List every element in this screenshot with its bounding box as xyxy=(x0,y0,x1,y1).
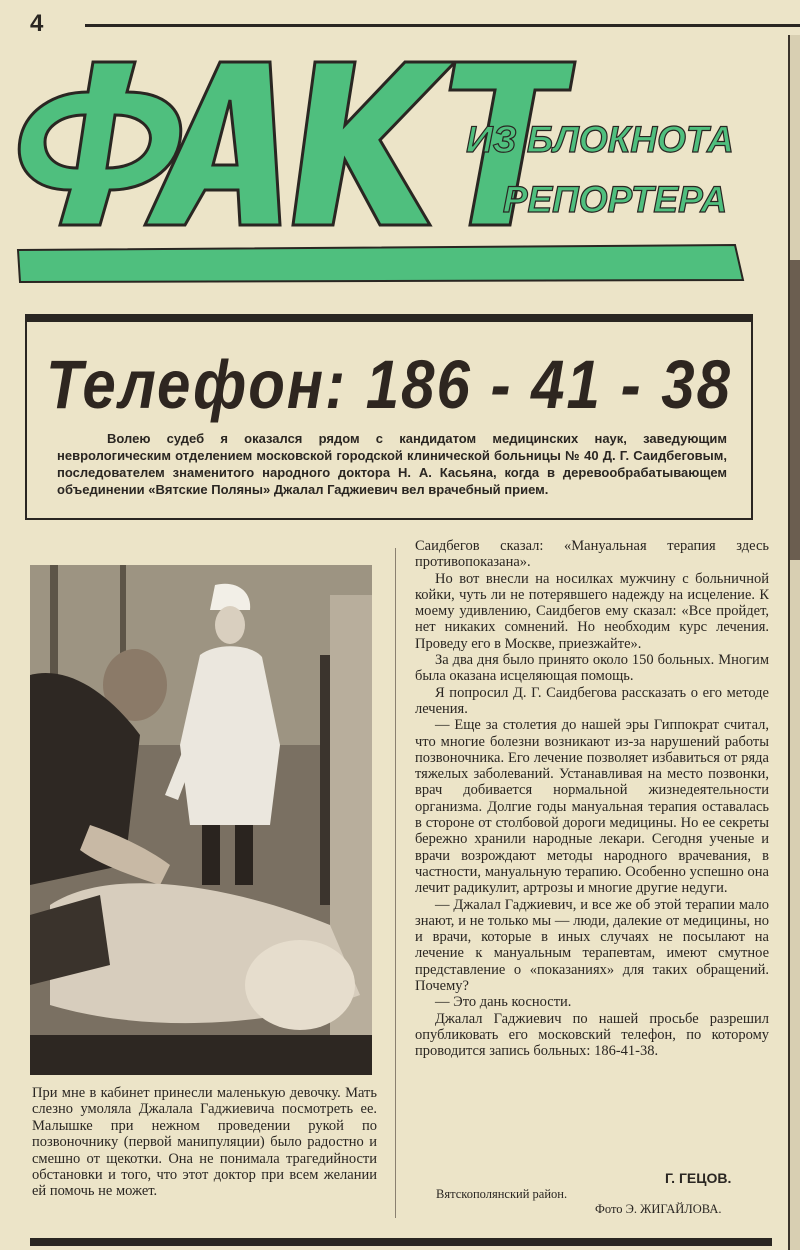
author-signature: Г. ГЕЦОВ. xyxy=(665,1170,732,1186)
top-rule xyxy=(85,24,800,27)
article-left-column: При мне в кабинет принесли маленькую девочку. Мать слезно умоляла Джалала Гаджиевича посмотреть ее. Малышке при нежном проведении рукой по позвоночнику (первой манипуляции) было радостно и смешно от щекотки. Она не понимала трагедийности обстановки и того, что этот доктор при всем желании ей помочь не может. xyxy=(32,1085,377,1200)
adjacent-column-edge xyxy=(788,35,800,1250)
paragraph: Джалал Гаджиевич по нашей просьбе разрешил опубликовать его московский телефон, по которому проводится запись больных: 186-41-38. xyxy=(415,1010,769,1060)
bottom-rule xyxy=(30,1238,772,1246)
headline-lead: Волею судеб я оказался рядом с кандидатом медицинских наук, заведующим неврологическим отделением московской городской клинической больницы № 40 Д. Г. Саидбеговым, последователем знаменитого народного доктора Н. А. Касьяна, когда в деревообрабатывающем объединении «Вятские Поляны» Джалал Гаджиевич вел врачебный прием. xyxy=(57,431,727,497)
adjacent-photo-edge xyxy=(790,260,800,560)
paragraph: — Это дань косности. xyxy=(435,994,572,1011)
column-divider xyxy=(395,548,396,1218)
district-line: Вятскополянский район. xyxy=(436,1187,568,1201)
masthead-title: ФАКТ xyxy=(15,40,18,41)
paragraph: Я попросил Д. Г. Саидбегова рассказать о его методе лечения. xyxy=(415,684,769,717)
photo-credit: Фото Э. ЖИГАЙЛОВА. xyxy=(595,1202,722,1216)
masthead-subtitle-line2: РЕПОРТЕРА xyxy=(502,179,728,220)
paragraph: — Еще за столетия до нашей эры Гиппократ считал, что многие болезни возникают из-за нарушений работы позвоночника. Его лечение позволяет избавиться от ряда тяжелых заболеваний. Устанавливая на место позвонки, врач добивается нормальной жизнедеятельности организма. Долгие годы мануальная терапия оставалась в стороне от столбовой дороги медицины. Но ее секреты бережно хранили народные лекари. Сегодня ученые и врачи возрождают методы народного врачевания, в частности, мануальную терапию. Особенно успешно она лечит радикулит, артрозы и многие другие недуги. xyxy=(415,717,769,897)
paragraph: Но вот внесли на носилках мужчину с больничной койки, чуть ли не потерявшего надежду на исцеление. К моему удивлению, Саидбегов ему сказал: «Все пройдет, нет никаких сомнений. Но необходим курс лечения. Проведу его в Москве, приезжайте». xyxy=(415,570,769,652)
paragraph: За два дня было принято около 150 больных. Многим была оказана исцеляющая помощь. xyxy=(415,652,769,685)
page-number: 4 xyxy=(30,10,44,37)
article-right-column xyxy=(415,538,769,1060)
masthead-subtitle-line1: ИЗ БЛОКНОТА xyxy=(466,119,734,160)
paragraph: — Джалал Гаджиевич, и все же об этой терапии мало знают, и не только мы — люди, далекие от медицины, но и врачи, которые в иных случаях не посылают на лечение к мануальным терапевтам, имеют смутное представление о «показаниях» для таких обращений. Почему? xyxy=(415,896,769,995)
masthead-logo xyxy=(15,40,755,290)
article-photo xyxy=(30,565,372,1075)
headline-box xyxy=(25,320,753,520)
paragraph: Саидбегов сказал: «Мануальная терапия здесь противопоказана». xyxy=(415,538,769,571)
headline-title: Телефон: 186 - 41 - 38 xyxy=(46,345,732,424)
